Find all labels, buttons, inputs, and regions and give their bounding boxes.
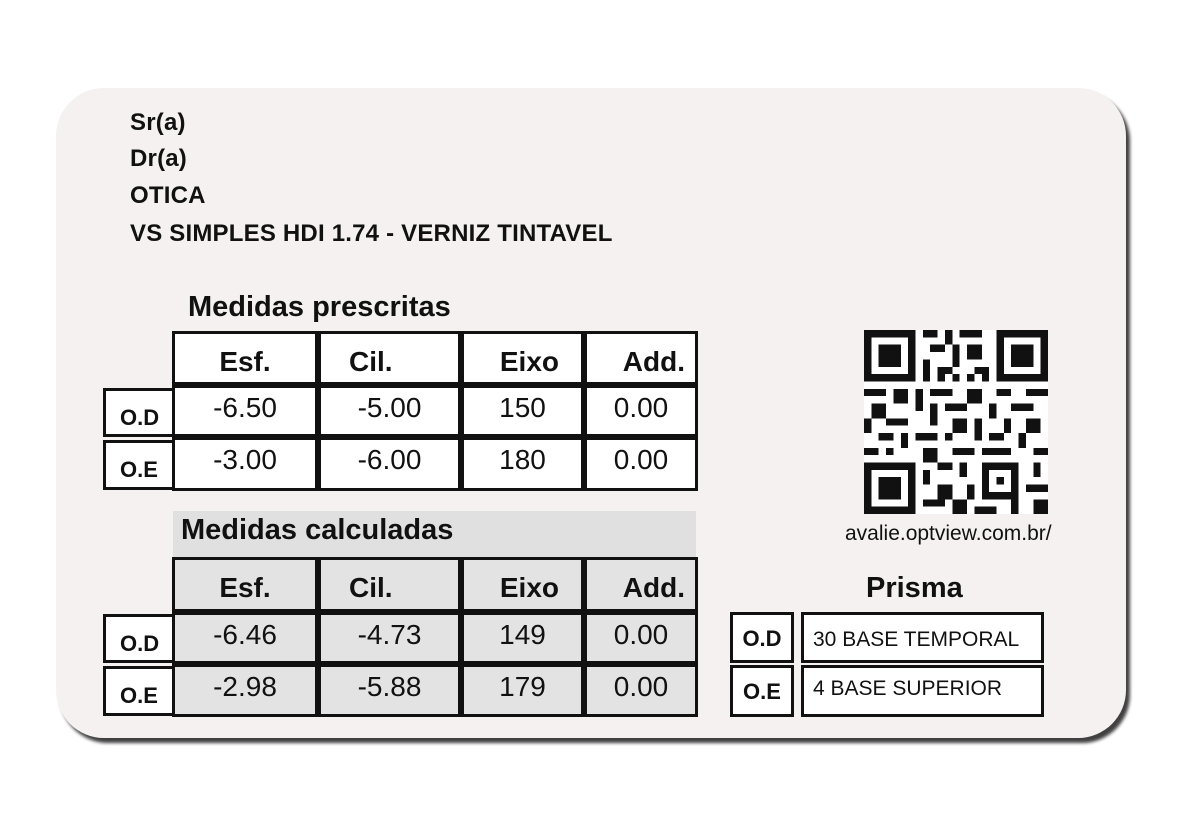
prescribed-oe-cil: -6.00 [318, 437, 461, 491]
calculated-oe-esf: -2.98 [172, 664, 318, 717]
calculated-row-label-oe: O.E [103, 666, 173, 716]
optics-label: OTICA [130, 182, 206, 209]
prescribed-col-esf: Esf. [172, 331, 318, 385]
prescribed-oe-eixo: 180 [461, 437, 584, 491]
calculated-oe-cil: -5.88 [318, 664, 461, 717]
prism-title: Prisma [866, 572, 963, 604]
calculated-od-cil: -4.73 [318, 612, 461, 664]
calculated-od-esf: -6.46 [172, 612, 318, 664]
calculated-col-esf: Esf. [172, 557, 318, 612]
prism-row-label-oe: O.E [730, 665, 794, 717]
prescribed-col-cil: Cil. [318, 331, 461, 385]
prescribed-oe-add: 0.00 [584, 437, 698, 491]
calculated-od-add: 0.00 [584, 612, 698, 664]
qr-code-icon[interactable] [864, 330, 1048, 514]
prism-oe-value: 4 BASE SUPERIOR [801, 665, 1044, 717]
prescribed-od-cil: -5.00 [318, 385, 461, 437]
calculated-col-eixo: Eixo [461, 557, 584, 612]
calculated-col-add: Add. [584, 557, 698, 612]
prescribed-od-add: 0.00 [584, 385, 698, 437]
prescribed-row-label-od: O.D [103, 388, 173, 437]
prescribed-oe-esf: -3.00 [172, 437, 318, 491]
prescribed-col-add: Add. [584, 331, 698, 385]
calculated-oe-add: 0.00 [584, 664, 698, 717]
prism-od-value: 30 BASE TEMPORAL [801, 612, 1044, 663]
patient-label: Sr(a) [130, 109, 186, 136]
prism-row-label-od: O.D [730, 612, 794, 663]
calculated-od-eixo: 149 [461, 612, 584, 664]
calculated-row-label-od: O.D [103, 614, 173, 663]
calculated-oe-eixo: 179 [461, 664, 584, 717]
prescribed-row-label-oe: O.E [103, 440, 173, 490]
qr-url-text[interactable]: avalie.optview.com.br/ [845, 522, 1052, 545]
prescribed-od-eixo: 150 [461, 385, 584, 437]
prescribed-od-esf: -6.50 [172, 385, 318, 437]
prescribed-title: Medidas prescritas [188, 291, 451, 323]
calculated-title: Medidas calculadas [181, 514, 454, 546]
doctor-label: Dr(a) [130, 145, 188, 172]
prescribed-col-eixo: Eixo [461, 331, 584, 385]
calculated-col-cil: Cil. [318, 557, 461, 612]
lens-description: VS SIMPLES HDI 1.74 - VERNIZ TINTAVEL [130, 220, 613, 247]
